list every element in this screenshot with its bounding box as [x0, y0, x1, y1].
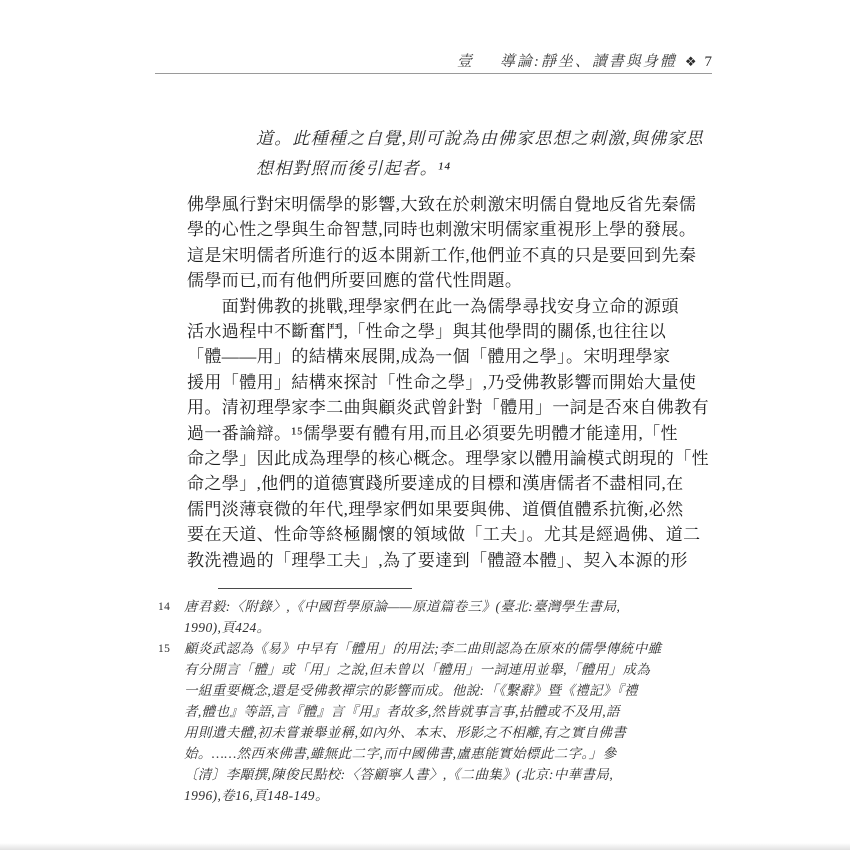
footnote-text	[184, 638, 710, 806]
section-label: 壹	[456, 54, 474, 70]
text-line: 面對佛教的挑戰,理學家們在此一為儒學尋找安身立命的源頭	[187, 296, 679, 316]
text-line: 想相對照而後引起者。¹⁴	[256, 159, 452, 178]
text-line: 學的心性之學與生命智慧,同時也刺激宋明儒家重視形上學的發展。	[187, 220, 697, 240]
footnote-text	[184, 596, 710, 638]
text-line: 唐君毅:〈附錄〉,《中國哲學原論——原道篇卷三》(臺北:臺灣學生書局,	[184, 599, 621, 614]
text-line: 儒門淡薄衰微的年代,理學家們如果要與佛、道價值體系抗衡,必然	[187, 499, 684, 519]
text-line: 「體——用」的結構來展開,成為一個「體用之學」。宋明理學家	[187, 347, 671, 367]
footnote-item-14	[158, 596, 710, 638]
chapter-title: 導論:靜坐、讀書與身體	[499, 54, 677, 70]
text-line: 一組重要概念,還是受佛教禪宗的影響而成。他說:「《繫辭》暨《禮記》『禮	[184, 683, 638, 698]
diamond-ornament-icon: ❖	[684, 54, 699, 69]
text-line: 有分開言「體」或「用」之說,但未曾以「體用」一詞連用並舉,「體用」成為	[184, 662, 651, 677]
text-line: 者,體也』等語,言『體』言『用』者故多,然皆就事言事,拈體或不及用,語	[184, 704, 620, 719]
text-line: 用則遺夫體,初未嘗兼舉並稱,如內外、本末、形影之不相離,有之實自佛書	[184, 725, 627, 740]
text-line: 命之學」,他們的道德實踐所要達成的目標和漢唐儒者不盡相同,在	[187, 474, 684, 494]
text-line: 1990),頁424。	[184, 620, 271, 635]
body-text	[187, 192, 719, 573]
running-head	[457, 50, 712, 71]
text-line: 這是宋明儒者所進行的返本開新工作,他們並不真的只是要回到先秦	[187, 245, 697, 265]
text-line: 始。……然西來佛書,雖無此二字,而中國佛書,盧惠能實始標此二字。」參	[184, 746, 617, 761]
text-line: 顧炎武認為《易》中早有「體用」的用法;李二曲則認為在原來的儒學傳統中雖	[184, 641, 662, 656]
header-rule	[155, 73, 712, 74]
text-line: 1996),卷16,頁148-149。	[184, 788, 329, 803]
text-line: 援用「體用」結構來探討「性命之學」,乃受佛教影響而開始大量使	[187, 372, 697, 392]
text-line: 道。此種種之自覺,則可說為由佛家思想之刺激,與佛家思	[256, 129, 704, 148]
text-line: 教洗禮過的「理學工夫」,為了要達到「體證本體」、契入本源的形	[187, 550, 688, 570]
text-line: 佛學風行對宋明儒學的影響,大致在於刺激宋明儒自覺地反省先秦儒	[187, 195, 697, 214]
text-line: 〔清〕李顒撰,陳俊民點校:〈答顧寧人書〉,《二曲集》(北京:中華書局,	[184, 767, 614, 782]
scan-bottom-edge	[0, 843, 850, 850]
text-line: 活水過程中不斷奮鬥,「性命之學」與其他學問的關係,也往往以	[187, 322, 667, 342]
text-line: 要在天道、性命等終極關懷的領域做「工夫」。尤其是經過佛、道二	[187, 525, 701, 545]
footnotes-section	[158, 596, 710, 806]
footnote-separator-rule	[218, 588, 412, 589]
block-quote	[256, 124, 704, 184]
text-line: 過一番論辯。¹⁵儒學要有體有用,而且必須要先明體才能達用,「性	[187, 423, 678, 443]
footnote-number: 14	[158, 601, 171, 613]
footnote-number: 15	[158, 643, 171, 655]
text-line: 用。清初理學家李二曲與顧炎武曾針對「體用」一詞是否來自佛教有	[187, 398, 709, 418]
text-line: 命之學」因此成為理學的核心概念。理學家以體用論模式朗現的「性	[187, 449, 709, 469]
text-line: 儒學而已,而有他們所要回應的當代性問題。	[187, 271, 523, 291]
footnote-item-15	[158, 638, 710, 806]
page-number: 7	[704, 54, 712, 70]
